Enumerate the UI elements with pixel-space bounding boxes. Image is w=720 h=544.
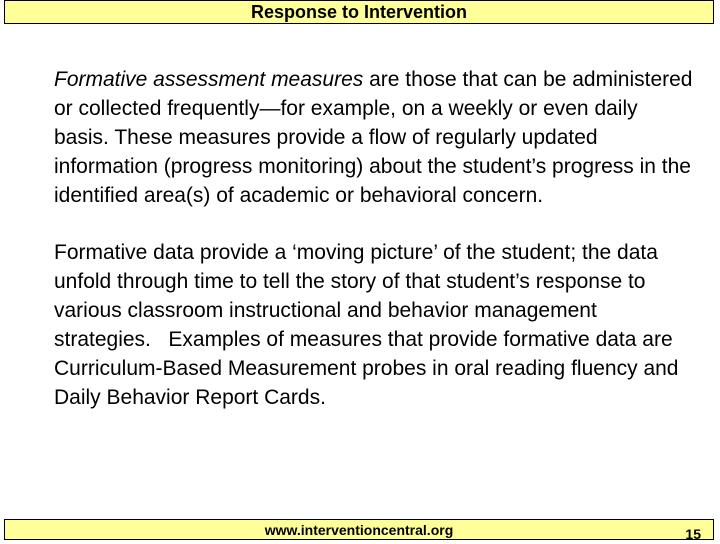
formative-assessment-definition: are those that can be administered or collected frequently—for example, on a weekly or even daily basis. These measures provide a flow of regularly updated information (progress monitoring) about the student’s progress in the identified area(s) of academic or behavioral concern. bbox=[54, 68, 693, 207]
slide-body bbox=[54, 65, 694, 412]
paragraph-formative-data: Formative data provide a ‘moving picture’ of the student; the data unfold through time to tell the story of that student’s response to various classroom instructional and behavior management strategies. Examples of measures that provide formative data are Curriculum-Based Measurement probes in oral reading fluency and Daily Behavior Report Cards. bbox=[54, 241, 679, 409]
formative-assessment-term: Formative assessment measures bbox=[54, 68, 364, 91]
title-bar bbox=[4, 0, 714, 24]
paragraph-formative-assessment bbox=[54, 65, 694, 210]
footer-url: www.interventioncentral.org bbox=[264, 522, 454, 538]
slide-title: Response to Intervention bbox=[250, 2, 468, 22]
page-number: 15 bbox=[685, 526, 701, 542]
footer-bar bbox=[4, 519, 714, 540]
